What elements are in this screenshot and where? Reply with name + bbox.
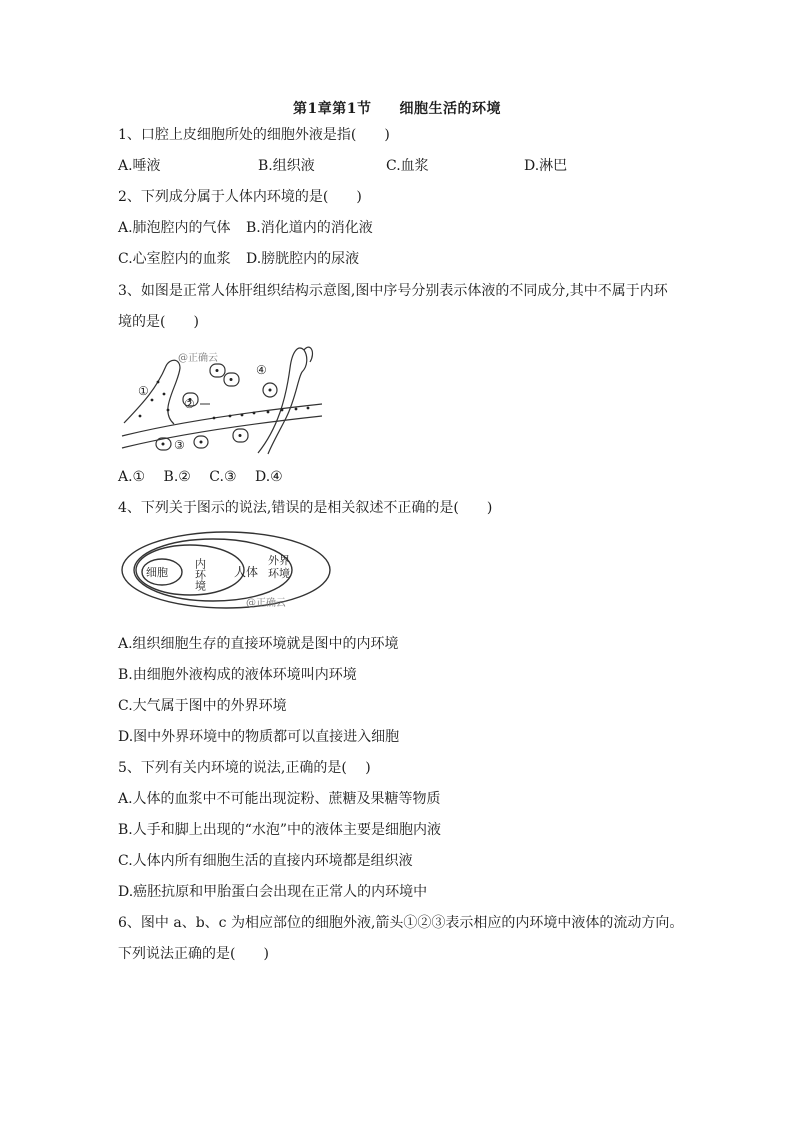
q3-figure-watermark: @正确云 bbox=[178, 353, 218, 364]
q5-option-d: D.癌胚抗原和甲胎蛋白会出现在正常人的内环境中 bbox=[118, 884, 428, 900]
q4-option-c: C.大气属于图中的外界环境 bbox=[118, 698, 287, 714]
q4-option-b: B.由细胞外液构成的液体环境叫内环境 bbox=[118, 667, 357, 683]
q4-option-a: A.组织细胞生存的直接环境就是图中的内环境 bbox=[118, 636, 399, 652]
q3-label-2: ② bbox=[184, 397, 195, 411]
q3-stem-line2: 境的是( ) bbox=[118, 314, 199, 330]
q4-inner-env-label: 内环境 bbox=[193, 558, 207, 591]
q4-option-d: D.图中外界环境中的物质都可以直接进入细胞 bbox=[118, 729, 400, 745]
q1-option-c: C.血浆 bbox=[386, 158, 429, 174]
q3-label-1: ① bbox=[138, 384, 149, 398]
q4-cell-label: 细胞 bbox=[146, 566, 168, 579]
q4-stem: 4、下列关于图示的说法,错误的是相关叙述不正确的是( ) bbox=[118, 500, 493, 516]
section-name: 细胞生活的环境 bbox=[399, 101, 501, 117]
q2-option-c: C.心室腔内的血浆 bbox=[118, 251, 231, 267]
page-title bbox=[0, 98, 794, 118]
q6-stem-line1: 6、图中 a、b、c 为相应部位的细胞外液,箭头①②③表示相应的内环境中液体的流动方向。 bbox=[118, 915, 684, 931]
q4-outer-env-label: 外界环境 bbox=[268, 554, 290, 580]
q1-option-a: A.唾液 bbox=[118, 158, 161, 174]
q3-stem-line1: 3、如图是正常人体肝组织结构示意图,图中序号分别表示体液的不同成分,其中不属于内环 bbox=[118, 283, 668, 299]
q1-stem: 1、口腔上皮细胞所处的细胞外液是指( ) bbox=[118, 127, 390, 143]
liver-tissue-figure bbox=[118, 338, 328, 458]
q2-option-b: B.消化道内的消化液 bbox=[246, 220, 373, 236]
q3-label-3: ③ bbox=[174, 438, 185, 452]
q3-label-4: ④ bbox=[256, 363, 267, 377]
q3-options: A.① B.② C.③ D.④ bbox=[118, 469, 283, 485]
q5-stem: 5、下列有关内环境的说法,正确的是( ) bbox=[118, 760, 371, 776]
chapter-label: 第1章第1节 bbox=[293, 101, 372, 117]
q4-body-label: 人体 bbox=[234, 565, 259, 579]
q5-option-a: A.人体的血浆中不可能出现淀粉、蔗糖及果糖等物质 bbox=[118, 791, 441, 807]
environment-figure bbox=[118, 530, 338, 612]
q5-option-c: C.人体内所有细胞生活的直接内环境都是组织液 bbox=[118, 853, 413, 869]
q6-stem-line2: 下列说法正确的是( ) bbox=[118, 946, 269, 962]
q5-option-b: B.人手和脚上出现的“水泡”中的液体主要是细胞内液 bbox=[118, 822, 442, 838]
q1-option-b: B.组织液 bbox=[258, 158, 315, 174]
q2-option-a: A.肺泡腔内的气体 bbox=[118, 220, 231, 236]
q4-figure-watermark: @正确云 bbox=[246, 598, 286, 609]
q1-option-d: D.淋巴 bbox=[524, 158, 568, 174]
q2-stem: 2、下列成分属于人体内环境的是( ) bbox=[118, 189, 362, 205]
q2-option-d: D.膀胱腔内的尿液 bbox=[246, 251, 360, 267]
